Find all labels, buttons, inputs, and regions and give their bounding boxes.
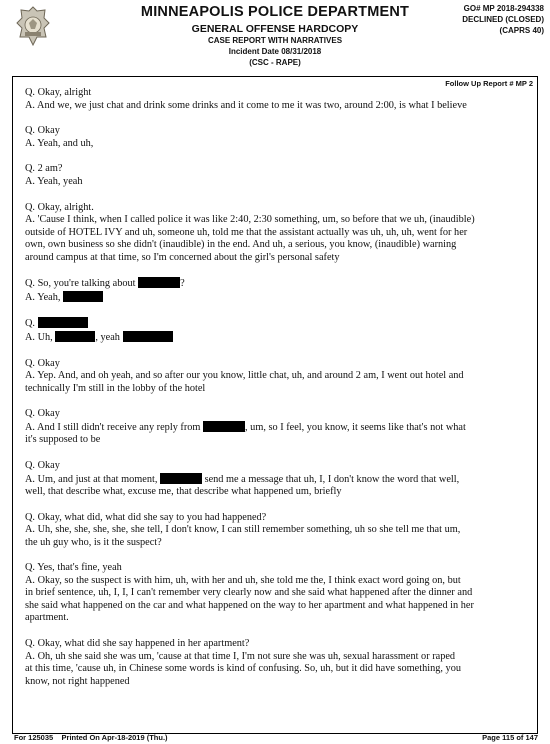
- line-text: A. Okay, so the suspect is with him, uh, with her and uh, she told me the, I think exact word going on, but: [25, 574, 461, 586]
- page-number: Page 115 of 147: [482, 733, 538, 742]
- redaction-bar: [160, 473, 202, 484]
- line-text: Q. Okay: [25, 460, 60, 471]
- line-text: , yeah: [95, 331, 123, 343]
- narrative-line: [25, 317, 523, 331]
- narrative-line: [25, 138, 523, 151]
- narrative-line: [25, 277, 523, 291]
- line-text: technically I'm still in the lobby of the hotel: [25, 382, 206, 394]
- narrative-line: [25, 358, 523, 371]
- line-text: know, not right happened: [25, 675, 130, 687]
- narrative-line: [25, 537, 523, 550]
- report-header: [90, 4, 460, 68]
- narrative-line: [25, 512, 523, 525]
- qa-block: [25, 408, 523, 447]
- line-text: , um, so I feel, you know, it seems like that's not what: [245, 421, 466, 433]
- line-text: A. Um, and just at that moment,: [25, 473, 160, 485]
- narrative-line: [25, 473, 523, 487]
- incident-date: Incident Date 08/31/2018: [228, 47, 322, 56]
- line-text: Q. Okay, alright.: [25, 201, 94, 213]
- line-text: apartment.: [25, 612, 69, 624]
- line-text: Q. 2 am?: [25, 163, 63, 175]
- narrative-line: [25, 587, 523, 600]
- narrative-line: [25, 227, 523, 240]
- narrative-line: [25, 125, 523, 138]
- line-text: own, own business so she didn't (inaudible) in the end. And uh, a serious, you know, (inaudible) warning: [25, 239, 457, 251]
- line-text: A. Yeah, and uh,: [25, 137, 94, 149]
- redaction-bar: [138, 277, 180, 288]
- narrative-line: [25, 239, 523, 252]
- narrative-line: [25, 202, 523, 215]
- printed-date: Printed On Apr-18-2019 (Thu.): [61, 733, 168, 742]
- footer-left: [14, 733, 168, 742]
- report-type: CASE REPORT WITH NARRATIVES: [207, 36, 343, 45]
- qa-block: [25, 638, 523, 688]
- for-number: For 125035: [14, 733, 54, 742]
- narrative-line: [25, 252, 523, 265]
- narrative-line: [25, 562, 523, 575]
- line-text: well, that describe what, excuse me, that describe what happened um, briefly: [25, 486, 342, 497]
- offense-type: (CSC - RAPE): [249, 58, 301, 67]
- narrative-line: [25, 421, 523, 435]
- line-text: in brief sentence, uh, I, I, I can't remember very clearly now and she said what happened after the dinner and: [25, 587, 473, 599]
- case-info: [434, 3, 544, 36]
- narrative-line: [25, 100, 523, 113]
- line-text: Q. Yes, that's fine, yeah: [25, 562, 122, 574]
- narrative-line: [25, 408, 523, 421]
- narrative-line: [25, 214, 523, 227]
- police-badge-icon: [16, 6, 50, 46]
- narrative-line: [25, 176, 523, 189]
- line-text: A. Oh, uh she said she was um, 'cause at that time I, I'm not sure she was uh, sexual harassment or raped: [25, 650, 456, 662]
- line-text: around campus at that time, so I'm concerned about the girl's personal safety: [25, 251, 340, 263]
- line-text: it's supposed to be: [25, 434, 101, 446]
- narrative-line: [25, 612, 523, 625]
- narrative-line: [25, 638, 523, 651]
- line-text: A. And we, we just chat and drink some drinks and it come to me it was two, around 2:00, is what I believe: [25, 99, 467, 111]
- line-text: A. Uh,: [25, 331, 56, 343]
- redaction-bar: [63, 291, 103, 302]
- narrative-line: [25, 370, 523, 383]
- report-subtitle: GENERAL OFFENSE HARDCOPY: [191, 23, 359, 35]
- line-text: Q. Okay, alright: [25, 87, 92, 98]
- narrative-line: [25, 486, 523, 499]
- line-text: at this time, 'cause uh, in Chinese some words is kind of confusing. So, uh, but it did have something, you: [25, 663, 461, 675]
- narrative-line: [25, 331, 523, 345]
- redaction-bar: [38, 317, 88, 328]
- narrative-line: [25, 663, 523, 676]
- narrative-line: [25, 575, 523, 588]
- narrative-text: [25, 87, 523, 701]
- line-text: A. Uh, she, she, she, she, she tell, I don't know, I can still remember something, uh so she tell me that um,: [25, 524, 461, 536]
- qa-block: [25, 460, 523, 499]
- line-text: send me a message that uh, I, I don't know the word that well,: [202, 473, 460, 485]
- followup-report-label: Follow Up Report # MP 2: [445, 79, 533, 88]
- line-text: A. And I still didn't receive any reply from: [25, 421, 204, 433]
- qa-block: [25, 317, 523, 344]
- qa-block: [25, 512, 523, 550]
- line-text: outside of HOTEL IVY and uh, someone uh, told me that the assistant actually was uh, uh, uh, went for her: [25, 226, 468, 238]
- qa-block: [25, 358, 523, 396]
- line-text: A. 'Cause I think, when I called police it was like 2:40, 2:30 something, um, so before that we uh, (inaudible): [25, 214, 475, 226]
- narrative-line: [25, 163, 523, 176]
- caprs-code: (CAPRS 40): [499, 26, 544, 35]
- line-text: Q. Okay, what did, what did she say to you had happened?: [25, 511, 267, 523]
- narrative-line: [25, 87, 523, 100]
- qa-block: [25, 125, 523, 150]
- line-text: ?: [180, 278, 185, 290]
- line-text: the uh guy who, is it the suspect?: [25, 536, 162, 548]
- line-text: Q. Okay: [25, 408, 60, 420]
- line-text: Q. Okay: [25, 357, 60, 369]
- line-text: A. Yeah, yeah: [25, 175, 83, 187]
- line-text: Q. Okay, what did she say happened in her apartment?: [25, 638, 250, 650]
- case-status: DECLINED (CLOSED): [462, 15, 544, 24]
- narrative-line: [25, 383, 523, 396]
- redaction-bar: [203, 421, 245, 432]
- narrative-line: [25, 600, 523, 613]
- line-text: Q. So, you're talking about: [25, 278, 139, 290]
- narrative-line: [25, 676, 523, 689]
- line-text: A. Yeah,: [25, 291, 64, 303]
- narrative-line: [25, 651, 523, 664]
- narrative-line: [25, 291, 523, 305]
- qa-block: [25, 202, 523, 265]
- redaction-bar: [55, 331, 95, 342]
- line-text: A. Yep. And, and oh yeah, and so after our you know, little chat, uh, and around 2 am, I went out hotel and: [25, 370, 464, 382]
- qa-block: [25, 562, 523, 625]
- department-title: MINNEAPOLIS POLICE DEPARTMENT: [140, 4, 410, 20]
- qa-block: [25, 163, 523, 188]
- qa-block: [25, 277, 523, 304]
- line-text: she said what happened on the car and what happened on the way to her apartment and what happened in her: [25, 599, 474, 611]
- narrative-line: [25, 460, 523, 473]
- go-number: GO# MP 2018-294338: [463, 4, 544, 13]
- narrative-line: [25, 434, 523, 447]
- narrative-line: [25, 524, 523, 537]
- narrative-box: [12, 76, 538, 734]
- line-text: Q.: [25, 318, 38, 330]
- redaction-bar: [123, 331, 173, 342]
- qa-block: [25, 87, 523, 112]
- line-text: Q. Okay: [25, 125, 60, 137]
